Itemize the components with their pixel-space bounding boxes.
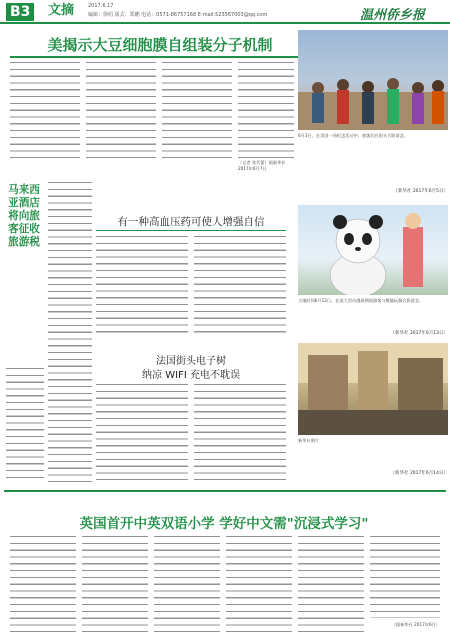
photo3-credit: （新华社 2017年6月14日） <box>390 471 448 476</box>
news-photo-street <box>298 343 448 435</box>
top-article-column-3 <box>162 62 232 158</box>
photo3-caption: 新华社照片 <box>298 438 319 443</box>
top-article-column-4 <box>238 62 294 158</box>
issue-date: 2017.6.17 <box>88 3 114 9</box>
middle-article-2-col-2 <box>194 384 286 480</box>
news-photo-crowd <box>298 30 448 130</box>
top-article-title: 美揭示大豆细胞膜自组装分子机制 <box>47 36 273 54</box>
section-title: 文摘 <box>48 3 75 18</box>
bottom-article-col-6 <box>370 536 440 618</box>
headline-rule <box>96 230 286 231</box>
photo2-caption: 当地时间6月12日，在某大型动漫展期间游客与熊猫玩偶合影留念。 <box>298 298 424 303</box>
top-article-column-2 <box>86 62 156 158</box>
middle-headline-2-line-1: 法国街头电子树 <box>156 356 226 367</box>
street-photo-illustration <box>298 343 448 435</box>
crowd-photo-illustration <box>298 30 448 130</box>
bottom-article-col-3 <box>154 536 220 632</box>
middle-article-2-col-1 <box>96 384 188 480</box>
middle-article-1-col-2 <box>194 236 286 336</box>
bottom-article-col-4 <box>226 536 292 632</box>
bottom-article-footer: （据新华社 2017年6月） <box>391 622 440 627</box>
section-divider <box>4 490 446 492</box>
photo1-caption: 6月3日，在美国一场纪念活动中，旅客们在街头合影留念。 <box>298 133 409 138</box>
top-article-footer: （记者 张代蕾）据新华社 2017年6月7日 <box>238 160 286 172</box>
middle-headline-1: 有一种高血压药可使人增强自信 <box>117 216 265 228</box>
bottom-article-col-1 <box>10 536 76 632</box>
panda-mascot-illustration <box>298 205 448 295</box>
photo1-credit: （新华社 2017年6月5日） <box>393 189 448 194</box>
editor-info: 编辑：徐绍 版式：郑鹏 电话：0571-86757168 E-mail:523567003@qq.com <box>88 12 268 18</box>
bottom-article-col-2 <box>82 536 148 632</box>
page-number-badge: B3 <box>6 3 34 21</box>
middle-headline-2-line-2: 纳凉 WIFI 充电不耽误 <box>142 370 240 381</box>
photo2-credit: （新华社 2017年6月13日） <box>390 331 448 336</box>
bottom-article-col-5 <box>298 536 364 632</box>
middle-article-1-col-1 <box>96 236 188 336</box>
title-underline <box>10 56 310 58</box>
news-photo-panda <box>298 205 448 295</box>
ribbon-headline: 马来西亚酒店将向旅客征收旅游税 <box>8 184 40 248</box>
ribbon-article-continued <box>6 368 44 478</box>
ribbon-article-body <box>48 182 92 482</box>
top-article-column-1 <box>10 62 80 158</box>
bottom-article-title: 英国首开中英双语小学 学好中文需"沉浸式学习" <box>79 516 369 532</box>
newspaper-logo: 温州侨乡报 <box>360 8 426 23</box>
